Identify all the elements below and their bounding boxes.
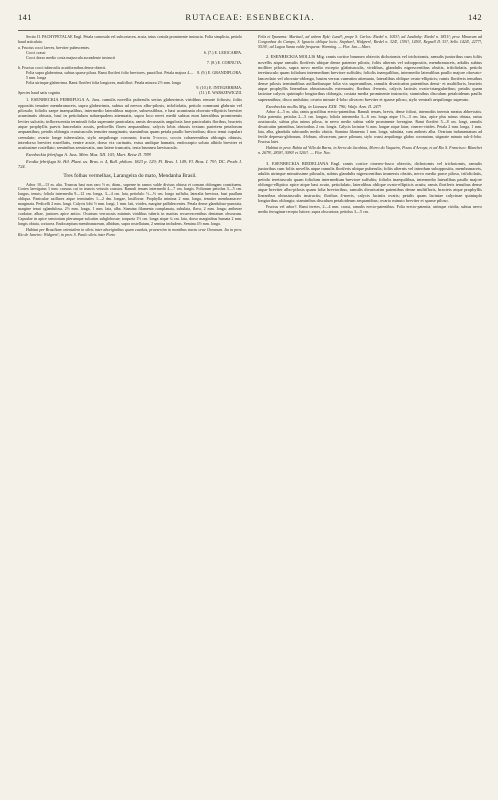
habitat-continuation: Feliz et Ypanema: Martius!, ad urbem Ryki: Lund!; prope S. Carlos: Riedel n. 1053!; ad Jundiahy: Riedel n. 1851!; prov. Minarum ad Congonhas do Campo, S. Ignacio oblique locis: Stephan!, Widgren!, Riedel n. 324!, 1591!, 1450!, Regnell II. 53!, Sello 1424!, 2277!, 5510!; ad Lagoa Santa valde frequens: Warming. — Flor. Jan.—Mart. [258, 34, 482, 49]
species-1-synonyms-2: Evodia febrifuga St. Hil. Plant. us. Bras. n. 4, Bull. philom. 1823 p. 129; Fl. Bras. I. 149; Fl. Bras. I. 79!; DC. Prodr. I. 724. [18, 158, 242, 170]
species-3-title: 3. ESENBECKIA RIEDELIANA Engl. [266, 160, 341, 166]
key-row-label: Species haud satis cognita [18, 89, 60, 95]
left-column [18, 35, 242, 240]
header-rule [18, 30, 482, 31]
key-row-result: 9. (10.) E. INTEGERRIMA. [196, 84, 242, 90]
species-2-habitat: Habitat in prov. Bahia ad Villa da Barra, in Serra da Jacobina, Morro do Vaqueiro, Pouso d'Arraya, et ad Rio S. Francisco: Blanchet n. 2679!, 2838!, 3090! et 3201!. — Flor. Nov. [258, 145, 482, 156]
key-row-label: b. Fructus cocci tuberculis acutiformibus dense obtecti. [18, 65, 107, 71]
species-1-diagnosis [18, 97, 242, 150]
section-intro: Sectio II. PACHYPETALAE Engl. Petala carnosula vel subcoriacea, acuta, intus costula prominente instructa. Folia simplicia, petiolo haud articulato. [18, 34, 242, 44]
right-page-number: 142 [468, 12, 482, 22]
key-row-result: (11.) E. WARSZEWICZII. [199, 89, 242, 95]
vernacular-names: Tres folhas vermelhas, Larangeira do mato, Mendanha Brasil. [63, 172, 197, 179]
key-row-label: Cocci crassi [26, 50, 46, 56]
species-1-description: Arbor 10—13 m. alta. Truncus basi non raro ½ m. diam., superne in ramos valde divisus obtusa et comam oblongam constituens. Cortex laevigatus 1 mm. crassus cui in truncis vetustis crassior. Ramuli tenues intermedii 4—7 cm. longis. Foliorum petiolus 3—5 cm. longus, tenuis; foliola intermedia 9—12 cm. longa, 3—4 cm. lata, petiolulo ½—⅔ cm. longo suffulta, lateralia breviora, basi paullum obliqua. Paniculae axillares atque terminales 1—2 dm. longae, laxiflorae. Prophylla minima 2 mm. longa, tenuiter membranaceo-marginata. Pedicelli 2 mm. longi. Calycis lobi ½ mm. longi, 1 mm. lati, virides, margine pallidescentes. Petala dense glanduloso-punctata, margine tenui cglandulosa, 2½ mm. longa, 1 mm. lata, alba. Stamina filamenta complanata, subulata, flava, 2 mm. longa; antherae cordatae, albae, juniores apice antico. Ovarium verrucosis minimis viridibus tuberis in maritas recurvescentibus dentatum obscurum. Capsulae in apice semiorium plerumque sulcatim subglobosae; torqueta 1½ cm. longa atque ¼ cm. lata, dorso marginibus humata 2 mm. longis obtuta, coriacea. Endocarpium membranaceum, albidum, supra rostellatum, 2 semina includens. Semina 4½ mm. longa. [18, 181, 242, 226]
key-row-label: Folia utrinque glaberrima. Rami floriferi folia longiores, multiflori. Petala minora 2½ mm. longa [26, 79, 181, 85]
species-2-title: 2. ESENBECKIA MOLLIS Mig. [266, 54, 325, 60]
species-2-text: ramis cortice brunneo obtectis dichotomis vel trichotomis, ramulis junioribus cum foliis novellis atque ramulis floriferis ubique dense patenter pilosis; foliis alternis vel suboppositis, membranaceis, adultis subtus molliter pilosis, supra novo medio excepto glabriusculis, viridibus, glandulis nigrescentibus obsitis, trifoliolatis, petiolo teretiusculo quam foliolum intermedium breviore suffultis; foliolis inaequilibus, intermedio lateralibus paullo majore obovato-lanceolato vel obovato-oblongo, basim versus cuneatim attenuato, lateralibus oblique ovato-ellipticis; ramis floriferis tenuibus dense pilosis terminalibus axillaribusque folia vix superantibus, ramulis divaricatim patentibus densi- et multifloris, bracteis atque prophyllis linearibus obtusiusculis extenuatis; floribus 4-meris, calycis laciniis ovato-triangularibus; petalis quam laciniae calycis quintuplo longioribus oblongis, costata media prominente instructis; staminibus disculum petaloideum paullo superantibus; disco undulato; ovario minute 4-lobo olivaceo breviter et sparse piloso, stylo ventrali aequilongo superato. [258, 54, 482, 102]
running-title: RUTACEAE: ESENBECKIA. [185, 12, 315, 22]
species-3-diagnosis [258, 161, 482, 203]
key-row-result: 7. (8.) E. CORNUTA. [206, 60, 242, 66]
species-3-description: Fructus vel arbor?. Rami teretes, 2—4 mm. crassi, ramulis erecto-patentibus. Folia erecto-patentia, utrinque viridia, subtus nervo medio ferruginae recepto lutiore, supra obscuriora; petiolus 3—5 cm. [258, 203, 482, 214]
species-2-description: Arbor 4—5 m. alta, ramis gracilibus erecto-patentibus. Ramuli tenues, brevis, dense foliosi, internodiis inermis meatus abbreviatis. Folia patentia; petiolus 2—5 cm. longus; foliola intermedia 3—6 cm. longa atque 1½—3 cm. lata, apice plus minus obtusa, rarius acutiuscula, subtus plus minus pilosa, in nervo medio subtus valde prominente foveagine. Rami floriferi 5—8 cm. longi, ramulis divaricatim patentibus, laterioribus 2 cm. longis. Calycis laciniae ¾ mm. longae atque latae, cinereo-virides. Petala 2 mm. longa, 1 mm. lata, alba, glandulis rubicundis medio obsitis. Stamina filamenta 1 mm. longa, subulata, cum antheris alba. Ovarium indumentatum ad fertile depresso-globosum, 4-lobum, olivaceum, parce pilosum, stylo crassi aequilongo glabro coronatum, stigmate minuto sub-4-lobo. Fructus latet. [258, 109, 482, 144]
species-3-text: ramis cortice cinereo-fusco obtectis, dichotomis vel trichotomis, ramulis junioribus cum foliis novellis atque ramulis floriferis ubique puberulis; foliis alternis vel interdum suboppositis, membranaceis, adultis utrinque minutissime pilosulis, subtus glandulis nigrescentibus immersis obsitis, nervo medio parce piloso, trifoliolatis, petiolo teretiusculo quam foliolum intermedium breviore suffultis; foliolis inaequilibus, intermedio lateralibus paullo majore oblongo-elliptico apice atque basi acuto, petiolulato, lateralibus oblique ovato-ellipticis acutis; ramis floriferis tenuibus dense atque breviter albo-pilosis quam folia brevioribus, ramulis divaricatim patentibus dense multifloris, bracteis atque prophyllis linearibus obtusiusculis instructis; floribus 4-meris, calycis laciniis ovatis; petalis quam laciniae calycinae quintuplo longioribus oblongis; staminibus disculum petaloideum aequantibus; ovario minuto breviter et sparse piloso. [258, 160, 482, 203]
key-row-label: Folia supra glaberrima, subtus sparse pilosa. Rami floriferi folio breviores, pauciflori. Petala majora 4—5 mm. longa [26, 69, 194, 80]
right-column [258, 35, 482, 240]
key-row-label: a. Fructus cocci laeves, breviter pubescentes. [18, 45, 90, 51]
species-2-diagnosis [258, 54, 482, 102]
species-1-title: 1. ESENBECKIA FEBRIFUGA A. Juss. [26, 97, 101, 103]
two-column-body [18, 35, 482, 240]
key-row [18, 91, 242, 96]
key-row-result: 6. (7.) E. LEIOCARPA. [203, 50, 242, 56]
species-2-synonyms: Esenbeckia mollis Mig. in Linnaea XXII. 796; Walp. Ann. II. 247! [266, 103, 382, 109]
key-row-label: Cocci dorso medio costa majuscula asceadente instructi [26, 55, 116, 61]
species-1-habitat: Habitat per Brasiliam orientalem in silvis inter aboriginibus quam caeduis, praesertim in montibus tractu orae Oceanum. Ita in prov. Rio de Janeiro: Widgren!; in prov. S. Paulo silvis inter Porto [18, 227, 242, 238]
species-1-synonyms: Esenbeckia febrifuga A. Juss. Mém. Mus. XII. 103; Mart. Reise II. 789! [26, 152, 152, 158]
species-1-text: ramulis novellis puberulis serius glaberrimis viridibus remote foliosis; foliis oppositis tenuiter membranaceis, supra glaberrimis, subtus ad nervos albo-pilosis, trifoliolatis, petiolo communi glabrato vel pilosulo; foliolis saepe inaequalibus, intermedio lateralibus majore, subsessilibus, e basi acuminata obovato-ellipticis breviter acuminatis obtusis, basi in petiolulum subaequalem attenuatis, supra loco nervi medii subtus eum lateralibus prominentis leviter sulcatis; inflorescentia terminali folia superante paniculata, ramis decussatis angulosis laxe paniculatis floribus, bracteis atque prophyllis parvis lanceolatis acutis, pedicellis flores aequantibus; calycis lobis obtusis textum parietem petalorum aequantibus; petalis oblongis crassiusculis tenuiter marginatis; staminibus quam petala paullo brevioribus; disco tenui cupulari crenulato; ovario longe tuberculato, stylo aequilongo coronato; fructu 5-cocco, coccis cohaerentibus oblongis obtusis, interdorso breviter rostellatis, ventre acute, dorso vix carinatis, extus undique hamatis, endocarpio soluto albido breviter et acutiusime rostellato; seminibus semiovatis, uno latere truncatis, testa brunnea laeviuscula. [18, 97, 243, 151]
key-row-result: 8. (9.) E. GRANDIFLORA. [197, 69, 242, 75]
left-page-number: 141 [18, 12, 32, 22]
page-header [18, 12, 482, 28]
identification-key [18, 46, 242, 95]
